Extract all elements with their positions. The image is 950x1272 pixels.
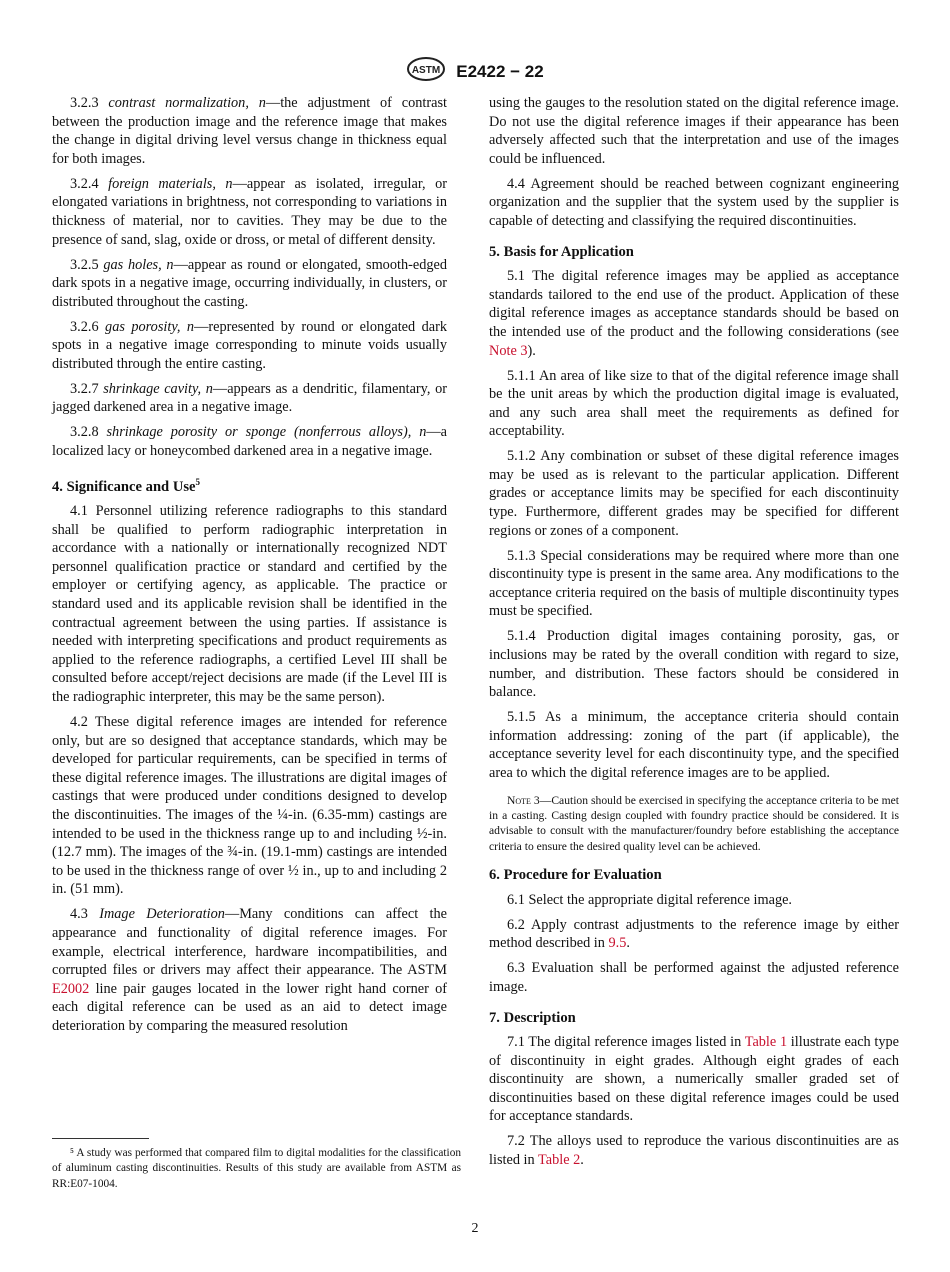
section-4-3: 4.3 Image Deterioration—Many conditions can affect the appearance and functionality of digital reference images. For example, electrical interference, hardware incompatibilities, and corrupted files or drivers may affect their appearance. The ASTM E2002 line pair gauges located in the lower right hand corner of each digital reference can be used as an aid to detect image deterioration by comparing the measured resolution bbox=[52, 906, 447, 1034]
section-5-1-5: 5.1.5 As a minimum, the acceptance criteria should contain information addressing: zoning of the part (if applicable), the acceptance severity level for each discontinuity type, and the specified area to which the digital reference images are to be applied. bbox=[489, 709, 899, 781]
section-4-2: 4.2 These digital reference images are intended for reference only, but are so designed that acceptance standards, which may be developed for particular requirements, can be specified in terms of these digital reference images. The illustrations are digital images of castings that were produced under conditions designed to develop the discontinuities. The images of the ¼-in. (6.35-mm) castings are intended to be used in the thickness range up to and including ½-in. (12.7 mm). The images of the ¾-in. (19.1-mm) castings are intended to be used in the thickness range of over ½ in., up to and including 2 in. (51 mm). bbox=[52, 714, 447, 898]
footnote-divider bbox=[52, 1138, 149, 1139]
astm-logo-icon bbox=[406, 56, 446, 87]
section-7-1: 7.1 The digital reference images listed in Table 1 illustrate each type of discontinuity in eight grades. Although eight grades of each discontinuity are shown, a numerically smaller graded set of discontinuities based on these digital reference images could be used for acceptance standards. bbox=[489, 1034, 899, 1125]
section-3-2-5: 3.2.5 gas holes, n—appear as round or elongated, smooth-edged dark spots in a negative image, occurring individually, in clusters, or distributed throughout the casting. bbox=[52, 256, 447, 310]
section-5-1-3: 5.1.3 Special considerations may be required where more than one discontinuity type is present in the same area. Any modifications to the acceptance criteria required on the basis of multiple discontinuity types must be specified. bbox=[489, 547, 899, 620]
section-6-3: 6.3 Evaluation shall be performed against the adjusted reference image. bbox=[489, 960, 899, 995]
heading-significance-and-use: 4. Significance and Use$^5$ bbox=[52, 476, 201, 495]
footnote-5: ⁵ A study was performed that compared film to digital modalities for the classification of aluminum casting discontinuities. Results of this study are available from ASTM as RR:E07-1004. bbox=[52, 1147, 461, 1190]
section-3-2-7: 3.2.7 shrinkage cavity, n—appears as a dendritic, filamentary, or jagged darkened area in a negative image. bbox=[52, 380, 447, 416]
note-3: Note 3—Caution should be exercised in specifying the acceptance criteria to be met in a casting. Casting design coupled with foundry practice should be considered. It is advisable to consult with the manufacturer/foundry before establishing the acceptance criteria to ensure the desired quality level can be achieved. bbox=[489, 793, 899, 853]
right-column bbox=[489, 94, 899, 1176]
page-header bbox=[0, 56, 950, 87]
heading-basis-for-application: 5. Basis for Application bbox=[489, 243, 634, 260]
section-4-1: 4.1 Personnel utilizing reference radiographs to this standard shall be qualified to perform radiographic interpretation in accordance with a nationally or internationally recognized NDT personnel qualification practice or standard and certified by the employer or certifying agency, as applicable. The practice or standard used and its applicable revision shall be identified in the contractual agreement between the using parties. If assistance is needed with interpreting specifications and product requirements as applied to the reference radiographs, a certified Level III shall be consulted before accept/reject decisions are made (if the Level III is the radiographic interpreter, this may be the same person). bbox=[52, 503, 447, 706]
svg-text:ASTM: ASTM bbox=[412, 65, 441, 76]
section-4-4: 4.4 Agreement should be reached between cognizant engineering organization and the supplier that the system used by the supplier is capable of detecting and classifying the required discontinuities. bbox=[489, 175, 899, 229]
standard-designation: E2422 − 22 bbox=[456, 61, 544, 81]
page-number: 2 bbox=[471, 1221, 479, 1236]
link-table-2[interactable]: Table 2 bbox=[538, 1152, 581, 1169]
section-6-1: 6.1 Select the appropriate digital reference image. bbox=[507, 891, 793, 908]
link-table-1[interactable]: Table 1 bbox=[744, 1034, 788, 1051]
section-3-2-3: 3.2.3 contrast normalization, n—the adjustment of contrast between the production image and the reference image that makes the change in digital driving level versus change in thickness equal for both images. bbox=[52, 95, 448, 167]
section-4-3-continued: using the gauges to the resolution stated on the digital reference image. Do not use the digital reference images if their appearance has been adversely affected such that the interpretation and use of the images could be influenced. bbox=[489, 95, 899, 167]
heading-description: 7. Description bbox=[489, 1009, 576, 1026]
section-3-2-4: 3.2.4 foreign materials, n—appear as isolated, irregular, or elongated variations in brightness, not corresponding to variations in thickness of material, nor to cavities. They may be due to the presence of sand, slag, oxide or dross, or metal of different density. bbox=[52, 175, 447, 248]
link-e2002[interactable]: E2002 bbox=[52, 980, 90, 997]
heading-procedure-for-evaluation: 6. Procedure for Evaluation bbox=[489, 867, 662, 884]
section-5-1-2: 5.1.2 Any combination or subset of these digital reference images may be used as is relevant to the particular application. Different grades or acceptance limits may be specified for each discontinuity type. Furthermore, different grades may be specified for different regions or zones of a component. bbox=[489, 448, 899, 539]
section-5-1-4: 5.1.4 Production digital images containing porosity, gas, or inclusions may be rated by the overall condition with regard to size, number, and distribution. These factors should be considered in balance. bbox=[489, 628, 899, 701]
section-3-2-8: 3.2.8 shrinkage porosity or sponge (nonferrous alloys), n—a localized lacy or honeycombed darkened area in a negative image. bbox=[52, 424, 447, 460]
left-column bbox=[52, 94, 447, 1042]
section-7-2: 7.2 The alloys used to reproduce the various discontinuities are as listed in Table 2. bbox=[489, 1133, 899, 1169]
link-9-5[interactable]: 9.5 bbox=[608, 935, 627, 952]
section-6-2: 6.2 Apply contrast adjustments to the reference image by either method described in 9.5. bbox=[489, 916, 899, 952]
section-5-1-1: 5.1.1 An area of like size to that of the digital reference image shall be the unit areas by which the production digital image is evaluated, and any such area shall meet the requirements as defined for acceptability. bbox=[489, 367, 899, 440]
link-note-3[interactable]: Note 3 bbox=[489, 342, 528, 359]
section-5-1: 5.1 The digital reference images may be applied as acceptance standards tailored to the end use of the product. Application of these digital reference images as acceptance standards should be based on the intended use of the product and the following considerations (see Note 3). bbox=[489, 268, 899, 359]
section-3-2-6: 3.2.6 gas porosity, n—represented by round or elongated dark spots in a negative image corresponding to minute voids usually distributed through the entire casting. bbox=[52, 318, 448, 372]
